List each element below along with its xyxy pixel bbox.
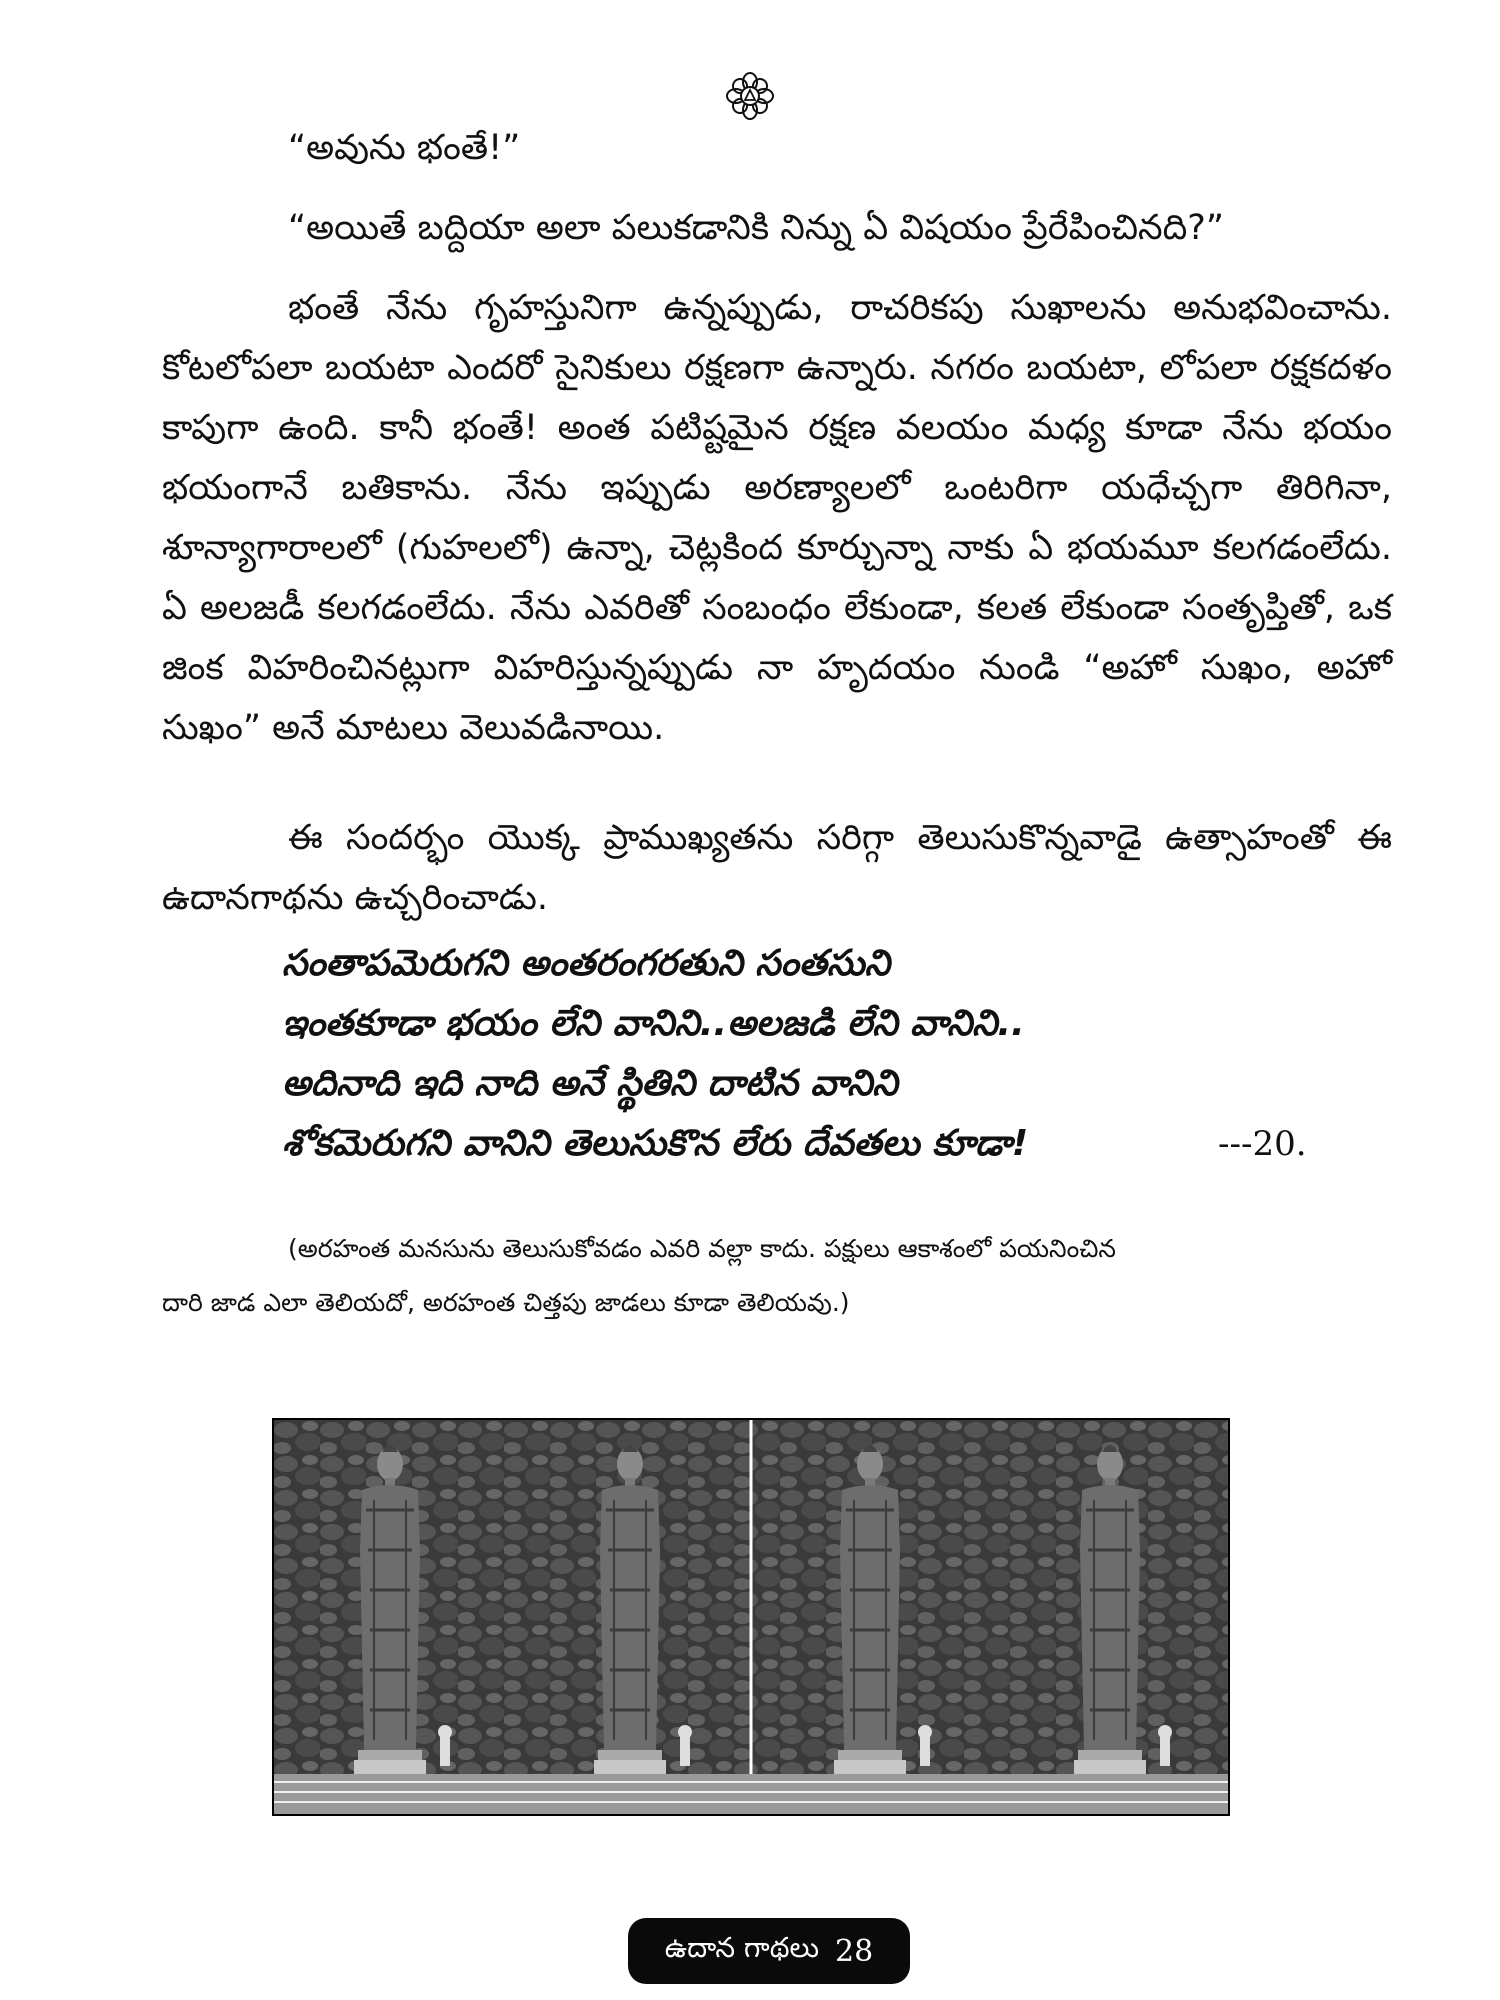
verse-block — [282, 934, 1362, 1174]
lotus-ornament-icon — [726, 72, 774, 120]
page-number: 28 — [835, 1933, 874, 1969]
body-paragraph-1: భంతే నేను గృహస్తునిగా ఉన్నప్పుడు, రాచరికపు సుఖాలను అనుభవించాను. కోటలోపలా బయటా ఎందరో సైనికులు రక్షణగా ఉన్నారు. నగరం బయటా, లోపలా రక్షకదళం కాపుగా ఉంది. కానీ భంతే! అంత పటిష్టమైన రక్షణ వలయం మధ్య కూడా నేను భయం భయంగానే బతికాను. నేను ఇప్పుడు అరణ్యాలలో ఒంటరిగా యధేచ్చగా తిరిగినా, శూన్యాగారాలలో (గుహలలో) ఉన్నా, చెట్లకింద కూర్చున్నా నాకు ఏ భయమూ కలగడంలేదు. ఏ అలజడీ కలగడంలేదు. నేను ఎవరితో సంబంధం లేకుండా, కలత లేకుండా సంతృప్తితో, ఒక జింక విహరించినట్లుగా విహరిస్తున్నప్పుడు నా హృదయం నుండి “అహో సుఖం, అహో సుఖం” అనే మాటలు వెలువడినాయి. — [162, 288, 1392, 748]
body-paragraph-2: ఈ సందర్భం యొక్క ప్రాముఖ్యతను సరిగ్గా తెలుసుకొన్నవాడై ఉత్సాహంతో ఈ ఉదానగాథను ఉచ్చరించాడు. — [162, 818, 1392, 918]
page-footer — [628, 1918, 910, 1984]
buddha-statues-illustration — [274, 1420, 1228, 1814]
buddha-statues-photo — [272, 1418, 1230, 1816]
footnote-line-2: దారి జాడ ఎలా తెలియదో, అరహంత చిత్తపు జాడలు కూడా తెలియవు.) — [162, 1288, 850, 1317]
verse-number: ---20. — [1218, 1124, 1307, 1164]
book-title: ఉదాన గాథలు — [664, 1931, 820, 1964]
verse-line-2: ఇంతకూడా భయం లేని వానిని..అలజడి లేని వానిని.. — [282, 1003, 1025, 1044]
footnote — [162, 1222, 1392, 1330]
dialogue-line-1: “అవును భంతే!” — [288, 128, 521, 168]
dialogue-line-2: “అయితే బద్దియా అలా పలుకడానికి నిన్ను ఏ విషయం ప్రేరేపించినది?” — [288, 208, 1225, 248]
verse-line-4: శోకమెరుగని వానిని తెలుసుకొన లేరు దేవతలు కూడా! — [282, 1123, 1029, 1164]
footnote-line-1: (అరహంత మనసును తెలుసుకోవడం ఎవరి వల్లా కాదు. పక్షులు ఆకాశంలో పయనించిన — [288, 1234, 1116, 1263]
verse-line-1: సంతాపమెరుగని అంతరంగరతుని సంతసుని — [282, 943, 890, 984]
verse-line-3: అదినాది ఇది నాది అనే స్థితిని దాటిన వానిని — [282, 1063, 898, 1104]
